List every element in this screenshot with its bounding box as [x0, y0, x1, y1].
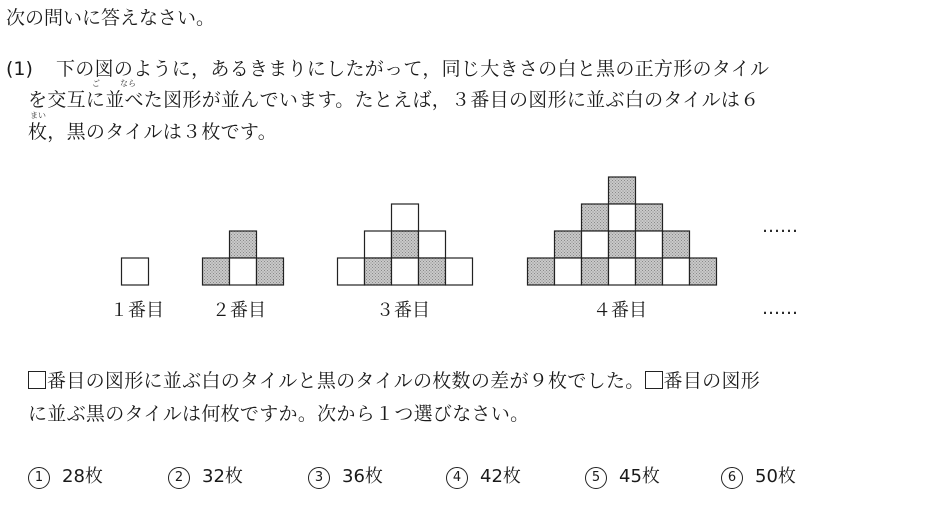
figure-label-1: １番目	[110, 300, 164, 321]
choice-3[interactable]	[308, 464, 383, 490]
figure-4-tile-white	[636, 231, 663, 258]
figure-3-tile-white	[446, 258, 473, 285]
figure-3-tile-black	[419, 258, 446, 285]
figure-label-3: ３番目	[376, 300, 430, 321]
question-line-2: を交互に並べた図形が並んでいます。たとえば，３番目の図形に並ぶ白のタイルは６	[28, 89, 760, 111]
choice-number-6: 6	[721, 467, 743, 489]
answer-choices	[28, 464, 908, 492]
figure-4-tile-black	[690, 258, 717, 285]
figure-4-tile-black	[582, 258, 609, 285]
choice-1[interactable]	[28, 464, 103, 490]
ruby-nara: なら	[120, 79, 136, 88]
choice-text-6: 50枚	[755, 466, 796, 487]
ruby-mai: まい	[30, 111, 46, 120]
ellipsis-bottom: ……	[762, 298, 798, 319]
figure-4-tile-black	[528, 258, 555, 285]
blank-box-2	[645, 371, 663, 389]
prompt-line-1a: 番目の図形に並ぶ白のタイルと黒のタイルの枚数の差が９枚でした。	[47, 370, 645, 392]
choice-number-1: 1	[28, 467, 50, 489]
prompt-line-2: に並ぶ黒のタイルは何枚ですか。次から１つ選びなさい。	[28, 403, 530, 425]
figure-1-tile-white	[122, 258, 149, 285]
figure-3-tile-white	[365, 231, 392, 258]
figure-2-tile-black	[257, 258, 284, 285]
choice-6[interactable]	[721, 464, 796, 490]
figure-4-tile-white	[663, 258, 690, 285]
figure-4-tile-black	[582, 204, 609, 231]
figure-3-tile-white	[338, 258, 365, 285]
figure-3-tile-black	[365, 258, 392, 285]
choice-number-2: 2	[168, 467, 190, 489]
figure-label-4: ４番目	[593, 300, 647, 321]
figure-4-tile-white	[555, 258, 582, 285]
figure-4-tile-black	[636, 258, 663, 285]
choice-text-5: 45枚	[619, 466, 660, 487]
figure-4-tile-black	[663, 231, 690, 258]
figure-label-2: ２番目	[212, 300, 266, 321]
question-line-1: 下の図のように，あるきまりにしたがって，同じ大きさの白と黒の正方形のタイル	[56, 58, 770, 80]
ruby-go: ご	[92, 79, 100, 88]
figure-3-tile-white	[419, 231, 446, 258]
choice-2[interactable]	[168, 464, 243, 490]
choice-text-3: 36枚	[342, 466, 383, 487]
ellipsis-top: ……	[762, 216, 798, 237]
choice-5[interactable]	[585, 464, 660, 490]
choice-number-5: 5	[585, 467, 607, 489]
figure-2-tile-black	[230, 231, 257, 258]
figure-4-tile-black	[555, 231, 582, 258]
figure-4-tile-white	[609, 258, 636, 285]
prompt-line-1b: 番目の図形	[663, 370, 761, 392]
figure-4-tile-black	[609, 231, 636, 258]
figure-3-tile-white	[392, 258, 419, 285]
choice-number-4: 4	[446, 467, 468, 489]
figure-4-tile-black	[609, 177, 636, 204]
figure-4-tile-black	[636, 204, 663, 231]
figure-2-tile-white	[230, 258, 257, 285]
blank-box-1	[28, 371, 46, 389]
figure-3-tile-black	[392, 231, 419, 258]
prompt-line-1	[28, 369, 760, 393]
instruction-text: 次の問いに答えなさい。	[6, 7, 216, 29]
question-number: (1)	[6, 58, 33, 80]
figure-3-tile-white	[392, 204, 419, 231]
choice-text-4: 42枚	[480, 466, 521, 487]
question-line-3: 枚，黒のタイルは３枚です。	[28, 121, 278, 143]
choice-4[interactable]	[446, 464, 521, 490]
figure-4-tile-white	[582, 231, 609, 258]
choice-number-3: 3	[308, 467, 330, 489]
choice-text-2: 32枚	[202, 466, 243, 487]
figure-4-tile-white	[609, 204, 636, 231]
figure-2-tile-black	[203, 258, 230, 285]
choice-text-1: 28枚	[62, 466, 103, 487]
